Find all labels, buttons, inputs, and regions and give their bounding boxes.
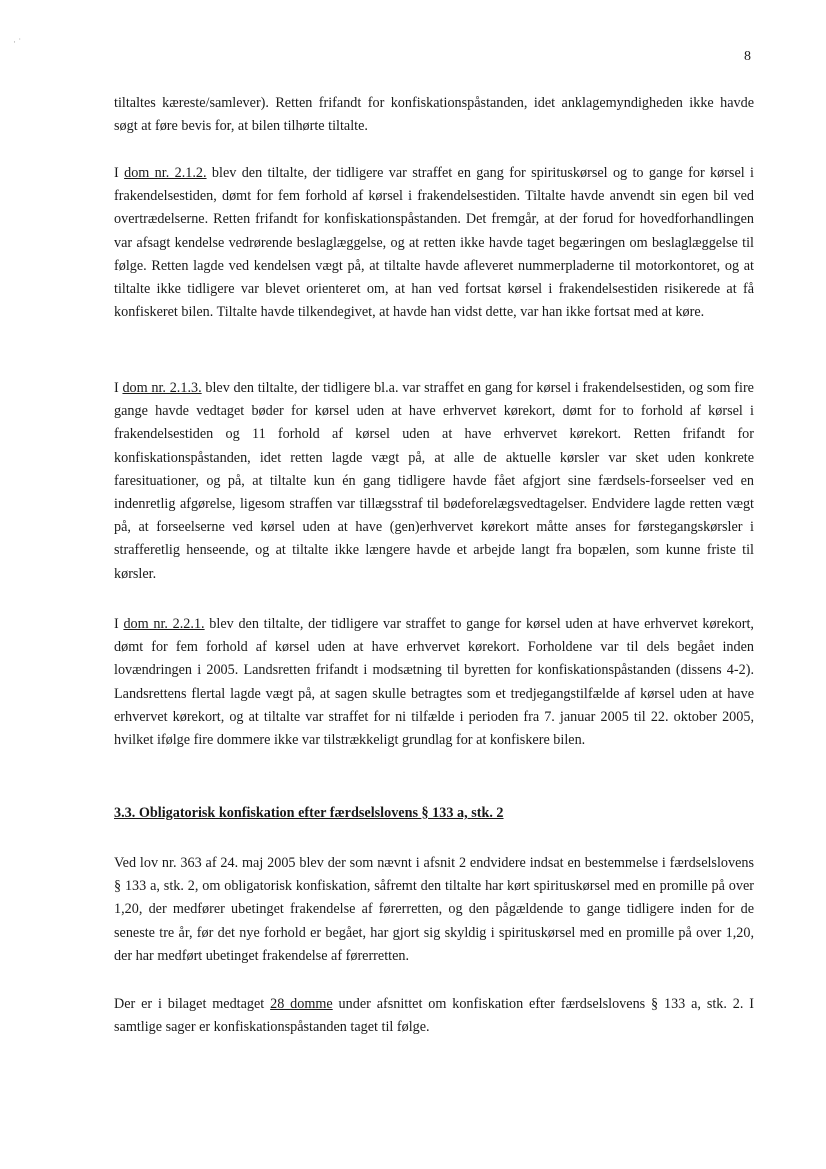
paragraph-dom-2-1-3 — [114, 377, 754, 586]
paragraph-text: blev den tiltalte, der tidligere var straffet to gange for kørsel uden at have erhvervet kørekort, dømt for fem forhold af kørsel uden at have erhvervet kørekort. Forholdene var til dels begået inden lovændringen i 2005. Landsretten frifandt i modsætning til byretten for konfiskationspåstanden (dissens 4-2). Landsrettens flertal lagde vægt på, at sagen skulle betragtes som et tredjegangstilfælde af kørsel uden at have erhvervet kørekort, og at tiltalte var straffet for ni tilfælde i perioden fra 7. januar 2005 til 22. oktober 2005, hvilket ifølge fire dommere ikke var tilstrækkeligt grundlag for at konfiskere bilen. — [114, 616, 754, 749]
paragraph-prefix: I — [114, 165, 125, 181]
paragraph-text: Ved lov nr. 363 af 24. maj 2005 blev der som nævnt i afsnit 2 endvidere indsat en bestemmelse i færdselslovens § 133 a, stk. 2, om obligatorisk konfiskation, såfremt den tiltalte har kørt spirituskørsel med en promille på over 1,20, der medfører ubetinget frakendelse af førerretten, og den pågældende to gange tidligere inden for de seneste tre år, før det nye forhold er begået, har gjort sig skyldig i spirituskørsel med en promille på over 1,20, der har medført ubetinget frakendelse af førerretten. — [114, 855, 754, 964]
paragraph-section-intro — [114, 852, 754, 968]
case-reference: dom nr. 2.1.2. — [124, 165, 207, 181]
page-number: 8 — [744, 49, 751, 64]
case-reference: 28 domme — [270, 996, 333, 1012]
paragraph-dom-2-1-2 — [114, 162, 754, 324]
section-heading: 3.3. Obligatorisk konfiskation efter færdselslovens § 133 a, stk. 2 — [114, 805, 504, 821]
paragraph-prefix: Der er i bilaget medtaget — [114, 996, 271, 1012]
paragraph-prefix: I — [114, 380, 123, 396]
paragraph-text: blev den tiltalte, der tidligere var straffet en gang for spirituskørsel og to gange for kørsel i frakendelsestiden, dømt for fem forhold af kørsel i frakendelsestiden. Tiltalte havde anvendt sin egen bil ved overtrædelserne. Retten frifandt for konfiskationspåstanden. Det fremgår, at der forud for hovedforhandlingen var afsagt kendelse vedrørende beslaglæggelse, og at retten ikke havde taget begæringen om beslaglæggelse til følge. Retten lagde ved kendelsen vægt på, at tiltalte havde afleveret nummerpladerne til motorkontoret, og at tiltalte ikke tidligere var blevet orienteret om, at han ved fortsat kørsel i frakendelsestiden risikerede at få konfiskeret bilen. Tiltalte havde tilkendegivet, at havde han vidst dette, var han ikke fortsat med at køre. — [114, 165, 754, 321]
case-reference: dom nr. 2.2.1. — [123, 616, 205, 632]
paragraph-text: tiltaltes kæreste/samlever). Retten frifandt for konfiskationspåstanden, idet anklagemyndigheden ikke havde søgt at føre bevis for, at bilen tilhørte tiltalte. — [114, 95, 754, 135]
paragraph-dom-2-2-1 — [114, 613, 754, 752]
case-reference: dom nr. 2.1.3. — [122, 380, 202, 396]
paragraph-section-conclusion — [114, 993, 754, 1039]
paragraph-text: blev den tiltalte, der tidligere bl.a. var straffet en gang for kørsel i frakendelsestiden, og som fire gange havde vedtaget bøder for kørsel uden at have erhvervet kørekort, dømt for to forhold af kørsel i frakendelsestiden og 11 forhold af kørsel uden at have erhvervet kørekort. Retten frifandt for konfiskationspåstanden, idet retten lagde vægt på, at alle de aktuelle kørsler var sket uden konkrete faresituationer, og på, at tiltalte kun én gang tidligere havde fået afgjort sine færdsels-forseelser ved en indenretlig afgørelse, ligesom straffen var tillægsstraf til bødeforelægsvedtagelser. Endvidere lagde retten vægt på, at forseelserne ved kørsel uden at have (gen)erhvervet kørekort måtte anses for førstegangskørsler i strafferetlig henseende, og at tiltalte ikke længere havde et arbejde langt fra bopælen, som kunne friste til kørsler. — [114, 380, 754, 582]
paragraph-text: under afsnittet om konfiskation efter færdselslovens § 133 a, stk. 2. I samtlige sager er konfiskationspåstanden taget til følge. — [114, 996, 754, 1036]
paragraph-prefix: I — [114, 616, 124, 632]
scan-artifact: · ˙ — [13, 37, 22, 47]
paragraph-intro — [114, 92, 754, 138]
